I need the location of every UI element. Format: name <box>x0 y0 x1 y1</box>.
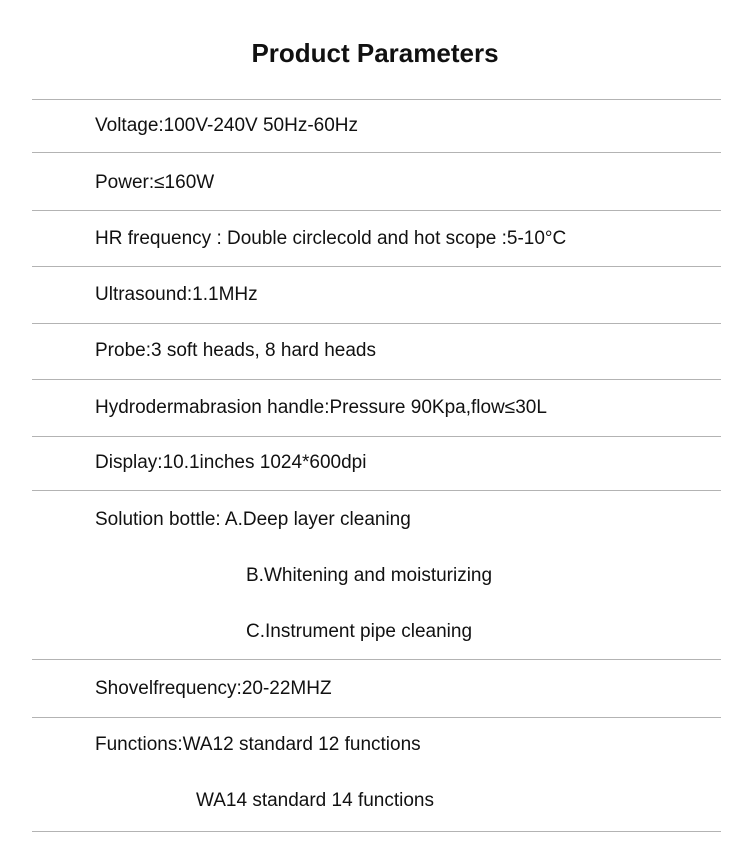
divider <box>32 152 721 153</box>
param-solution-bottle-c: C.Instrument pipe cleaning <box>246 621 473 642</box>
divider <box>32 266 721 267</box>
param-solution-bottle-b: B.Whitening and moisturizing <box>246 565 493 586</box>
param-power: Power:≤160W <box>95 172 215 193</box>
page-title: Product Parameters <box>251 38 499 68</box>
param-solution-bottle: Solution bottle: A.Deep layer cleaning <box>95 509 411 530</box>
divider <box>32 659 721 660</box>
param-shovel-frequency: Shovelfrequency:20-22MHZ <box>95 678 332 699</box>
param-probe: Probe:3 soft heads, 8 hard heads <box>95 340 376 361</box>
divider <box>32 379 721 380</box>
divider <box>32 323 721 324</box>
param-hr-frequency: HR frequency : Double circlecold and hot scope :5-10°C <box>95 228 567 249</box>
divider <box>32 210 721 211</box>
divider <box>32 490 721 491</box>
param-hydrodermabrasion: Hydrodermabrasion handle:Pressure 90Kpa,flow≤30L <box>95 397 547 418</box>
param-display: Display:10.1inches 1024*600dpi <box>95 452 367 473</box>
param-functions: Functions:WA12 standard 12 functions <box>95 734 421 755</box>
divider <box>32 717 721 718</box>
divider <box>32 436 721 437</box>
divider <box>32 99 721 100</box>
divider <box>32 831 721 832</box>
param-voltage: Voltage:100V-240V 50Hz-60Hz <box>95 115 359 136</box>
param-functions-wa14: WA14 standard 14 functions <box>196 790 434 811</box>
param-ultrasound: Ultrasound:1.1MHz <box>95 284 258 305</box>
